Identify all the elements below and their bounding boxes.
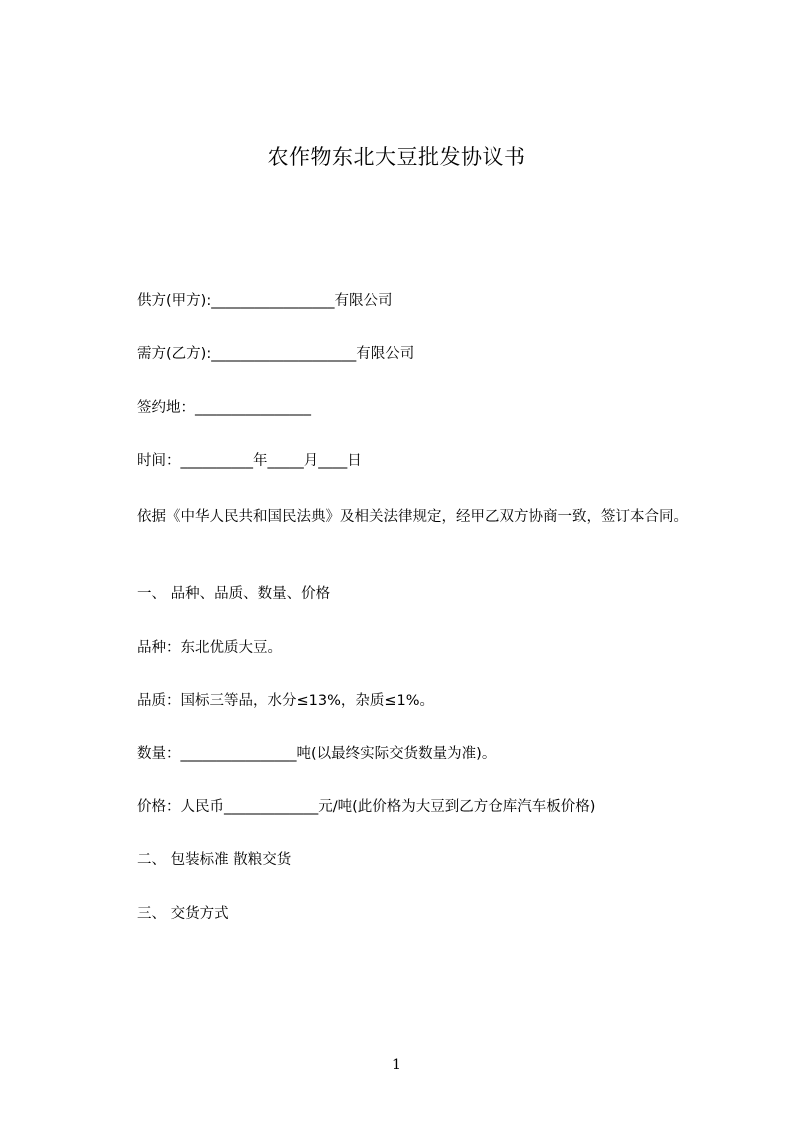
time-line: 时间：__________年_____月____日: [137, 453, 362, 469]
section-heading-2: 二、 包装标准 散粮交货: [137, 852, 292, 868]
sign-place-line: 签约地：________________: [137, 400, 311, 416]
document-title: 农作物东北大豆批发协议书: [267, 145, 526, 169]
intro-paragraph: 依据《中华人民共和国民法典》及相关法律规定，经甲乙双方协商一致，签订本合同。: [137, 509, 688, 525]
quantity-line: 数量：________________吨(以最终实际交货数量为准)。: [137, 746, 497, 762]
section-heading-1: 一、 品种、品质、数量、价格: [137, 586, 331, 602]
section-heading-3: 三、 交货方式: [137, 906, 229, 922]
variety-line: 品种：东北优质大豆。: [137, 640, 282, 656]
buyer-line: 需方(乙方):____________________有限公司: [137, 346, 415, 362]
quality-line: 品质：国标三等品，水分≤13%，杂质≤1%。: [137, 693, 435, 709]
price-line: 价格：人民币_____________元/吨(此价格为大豆到乙方仓库汽车板价格): [137, 799, 596, 815]
supplier-line: 供方(甲方):_________________有限公司: [137, 293, 393, 309]
page-number: 1: [392, 1057, 401, 1073]
